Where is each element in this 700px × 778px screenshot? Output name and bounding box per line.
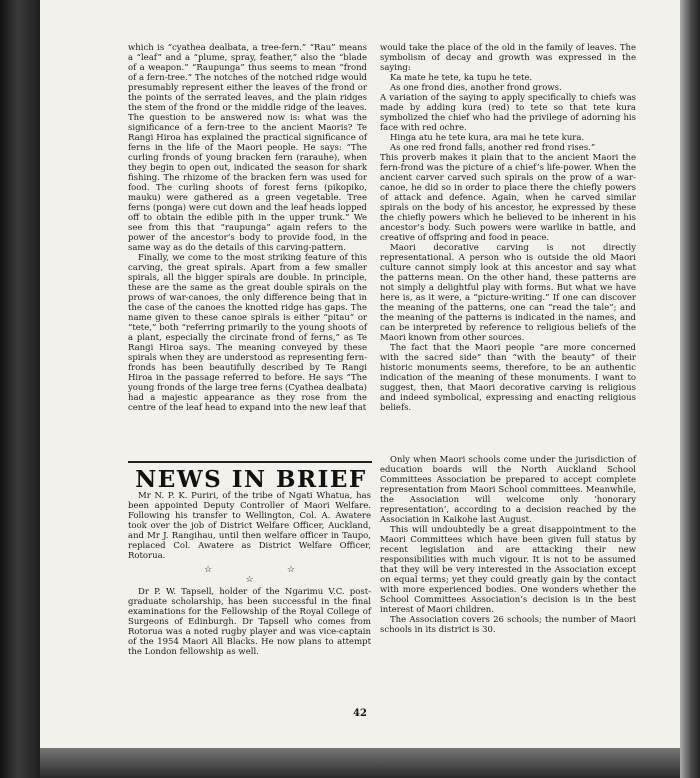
article-paragraph: This proverb makes it plain that to the ancient Maori the fern-frond was the picture of a chief’s life-power. When the ancient carver carved such spirals on the prow of a war-canoe, he did so in order to place there the chiefly powers of attack and defence. Again, when he carved similar spirals on the body of his ancestor, he expressed by these the chiefly powers which he believed to be inherent in his ancestor’s body. Such powers were warlike in battle, and creative of offspring and food in peace.	[380, 153, 636, 243]
news-item: Only when Maori schools come under the jurisdiction of education boards will the North Auckland School Committees Association be prepared to accept complete representation from Maori School committees. Meanwhile, the Association will welcome only ‘honorary representation’, according to a decision reached by the Association in Kaikohe last August.	[380, 455, 636, 525]
article-column-left	[128, 43, 367, 413]
star-separator: ☆ ☆ ☆	[204, 565, 331, 585]
news-item: The Association covers 26 schools; the number of Maori schools in its district is 30.	[380, 615, 636, 635]
maori-saying: Hinga atu he tete kura, ara mai he tete kura.	[390, 133, 585, 143]
article-paragraph: would take the place of the old in the family of leaves. The symbolism of decay and growth was expressed in the saying:	[380, 43, 636, 73]
article-column-right	[380, 43, 636, 413]
article-paragraph: which is “cyathea dealbata, a tree-fern.” “Rau” means a “leaf” and a “plume, spray, feather,” also the “blade of a weapon.” “Raupunga” thus seems to mean “frond of a fern-tree.” The notches of the notched ridge would presumably represent either the leaves of the frond or the points of the serrated leaves, and the plain ridges the stem of the frond or the middle ridge of the leaves. The question to be answered now is: what was the significance of a fern-tree to the ancient Maoris? Te Rangi Hiroa has explained the practical significance of ferns in the life of the Maori people. He says: “The curling fronds of young bracken fern (rarauhe), when they begin to open out, indicated the season for shark fishing. The rhizome of the bracken fern was used for food. The curling shoots of forest ferns (pikopiko, mauku) were gathered as a green vegetable. Tree ferns (ponga) were cut down and the leaf heads lopped off to obtain the edible pith in the upper trunk.” We see from this that “raupunga” again refers to the power of the ancestor’s body to provide food, in the same way as do the details of this carving-pattern.	[128, 43, 367, 253]
article-paragraph: Finally, we come to the most striking feature of this carving, the great spirals. Apart from a few smaller spirals, all the bigger spirals are double. In principle, these are the same as the great double spirals on the prows of war-canoes, the only difference being that in the case of the canoes the knotted ridge has gaps. The name given to these canoe spirals is either “pitau” or “tete,” both “referring primarily to the young shoots of a plant, especially the circinate frond of ferns,” as Te Rangi Hiroa says. The meaning conveyed by these spirals when they are understood as representing fern-fronds has been beautifully described by Te Rangi Hiroa in the passage referred to before. He says “The young fronds of the large tree ferns (Cyathea dealbata) had a majestic appearance as they rose from the centre of the leaf head to expand into the new leaf that	[128, 253, 367, 413]
news-item: Mr N. P. K. Puriri, of the tribe of Ngati Whatua, has been appointed Deputy Controller of Maori Welfare. Following his transfer to Wellington, Col. A. Awatere took over the job of District Welfare Officer, Auckland, and Mr J. Rangihau, until then welfare officer in Taupo, replaced Col. Awatere as District Welfare Officer, Rotorua.	[128, 491, 371, 561]
saying-translation: As one frond dies, another frond grows.	[390, 83, 562, 93]
saying-translation: As one red frond falls, another red frond rises.”	[390, 143, 596, 153]
maori-saying: Ka mate he tete, ka tupu he tete.	[390, 73, 533, 83]
news-item: This will undoubtedly be a great disappointment to the Maori Committees which have been given full status by recent legislation and are attacking their new responsibilities with much vigour. It is not to be assumed that they will be very interested in the Association except on equal terms; yet they could greatly gain by the contact with more experienced bodies. One wonders whether the School Committees Association’s decision is in the best interest of Maori children.	[380, 525, 636, 615]
book-edge-right	[678, 0, 700, 778]
page-bottom-shadow	[40, 748, 680, 778]
section-divider	[128, 461, 372, 463]
news-in-brief-heading: NEWS IN BRIEF	[135, 466, 367, 493]
book-spine-left	[0, 0, 44, 778]
news-column-right	[380, 455, 636, 635]
article-paragraph: A variation of the saying to apply specifically to chiefs was made by adding kura (red) to tete so that tete kura symbolized the chief who had the privilege of adorning his face with red ochre.	[380, 93, 636, 133]
news-item: Dr P. W. Tapsell, holder of the Ngarimu V.C. post-graduate scholarship, has been successful in the final examinations for the Fellowship of the Royal College of Surgeons of Edinburgh. Dr Tapsell who comes from Rotorua was a noted rugby player and was vice-captain of the 1954 Maori All Blacks. He now plans to attempt the London fellowship as well.	[128, 587, 371, 657]
article-paragraph: Maori decorative carving is not directly representational. A person who is outside the old Maori culture cannot simply look at this ancestor and say what the patterns mean. On the other hand, these patterns are not simply a delightful play with forms. But what we have here is, as it were, a “picture-writing.” If one can discover the meaning of the patterns, one can “read the tale”; and the meaning of the patterns is indicated in the names, and can be interpreted by reference to religious beliefs of the Maori known from other sources.	[380, 243, 636, 343]
magazine-page	[40, 0, 680, 748]
news-column-left	[128, 491, 371, 657]
page-number: 42	[353, 708, 367, 719]
article-paragraph: The fact that the Maori people “are more concerned with the sacred side” than “with the beauty” of their historic monuments seems, therefore, to be an authentic indication of the meaning of these monuments. I want to suggest, then, that Maori decorative carving is religious and indeed symbolical, expressing and enacting religious beliefs.	[380, 343, 636, 413]
